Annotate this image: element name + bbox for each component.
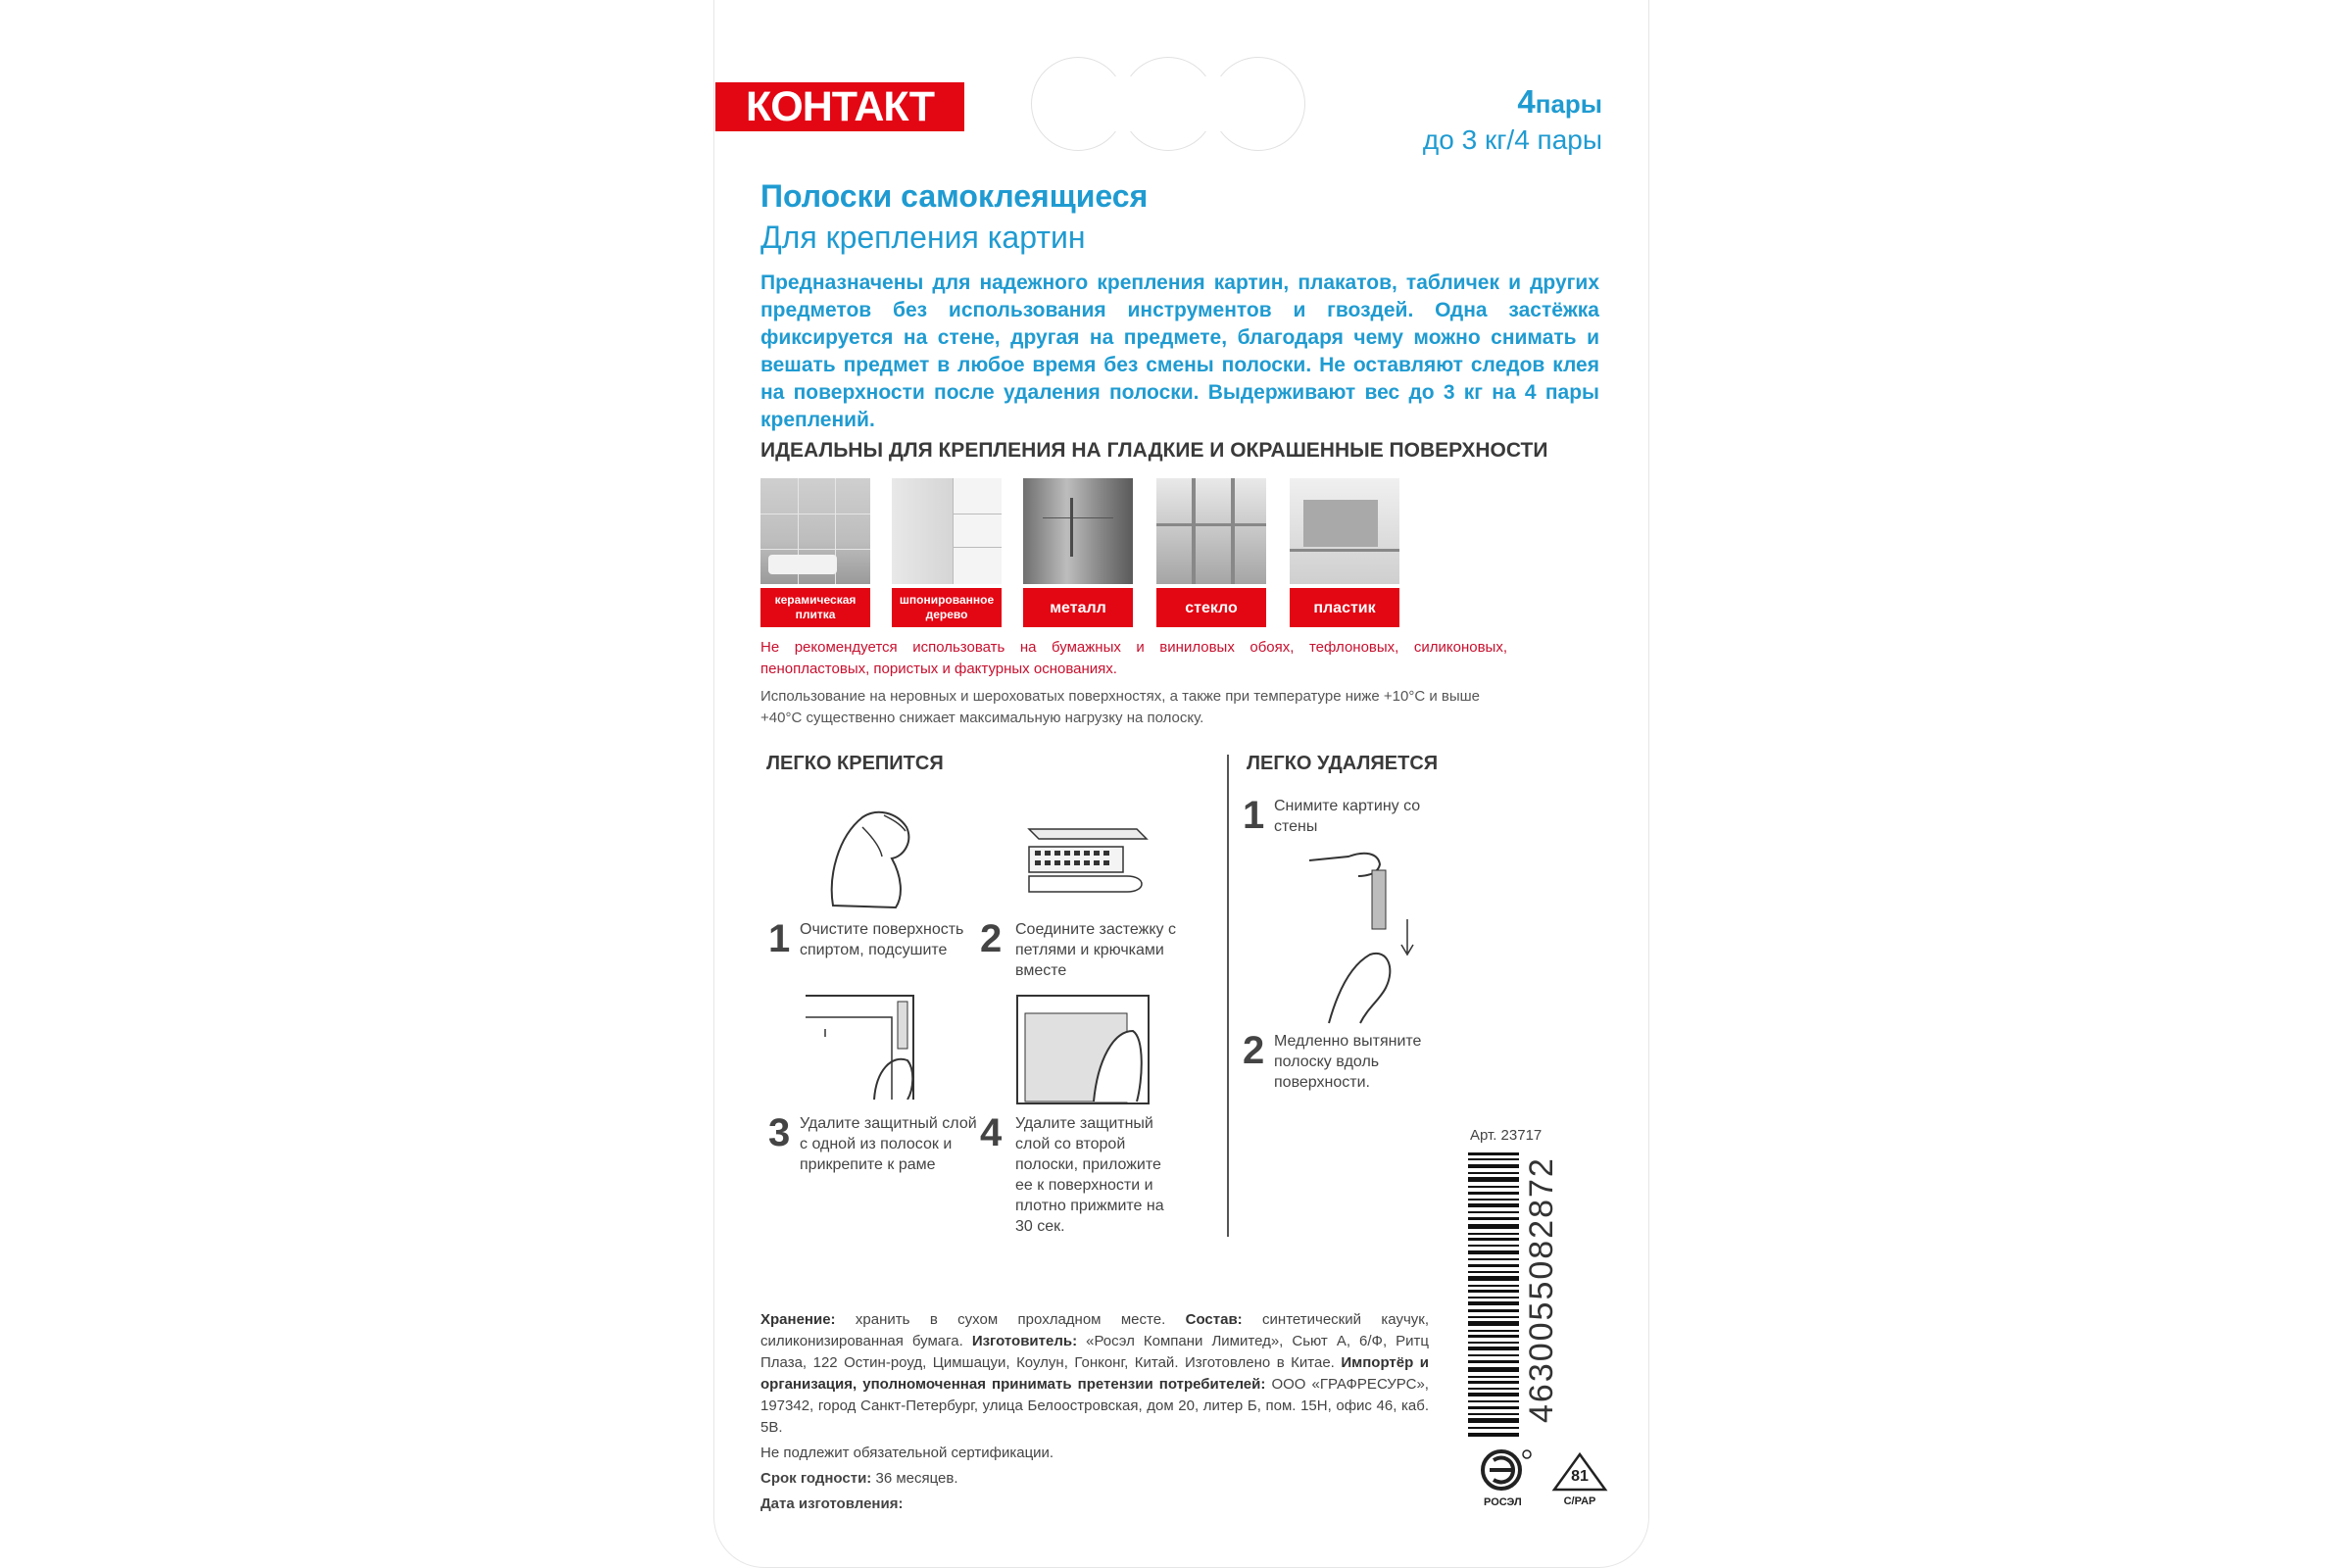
recycling-mark bbox=[1550, 1450, 1609, 1509]
hanger-bridge bbox=[1078, 76, 1258, 131]
surface-ceramic bbox=[760, 478, 870, 627]
certification-note: Не подлежит обязательной сертификации. bbox=[760, 1445, 1054, 1461]
brand-logo: КОНТАКТ bbox=[715, 82, 964, 131]
maker-label: Изготовитель: bbox=[971, 1333, 1078, 1349]
shelf-life bbox=[760, 1468, 958, 1490]
product-subtitle: Для крепления картин bbox=[760, 220, 1086, 255]
attach-step-3-number: 3 bbox=[768, 1111, 791, 1154]
product-description: Предназначены для надежного крепления картин, плакатов, табличек и других предметов без использования инструментов и гвоздей. Одна застёжка фиксируется на стене, другая на предмете, благодаря чему можно снимать и вешать предмет в любое время без смены полоски. Не оставляют следов клея на поверхности после удаления полоски. Выдерживают вес до 3 кг на 4 пары креплений. bbox=[760, 271, 1599, 431]
shelf-value: 36 месяцев. bbox=[871, 1470, 958, 1487]
surface-label: металл bbox=[1023, 588, 1133, 627]
remove-step-2-text: Медленно вытяните полоску вдоль поверхности. bbox=[1274, 1033, 1422, 1091]
barcode bbox=[1468, 1152, 1519, 1439]
pack-info bbox=[1423, 82, 1602, 157]
importer-label: Импортёр и организация, уполномоченная принимать претензии потребителей: bbox=[760, 1354, 1429, 1393]
remove-step-2-number: 2 bbox=[1243, 1029, 1265, 1072]
manufacture-date bbox=[760, 1494, 903, 1515]
divider bbox=[1227, 755, 1229, 1237]
metal-photo bbox=[1023, 478, 1133, 584]
surface-metal bbox=[1023, 478, 1133, 627]
attach-step-1-number: 1 bbox=[768, 917, 791, 960]
veneer-photo bbox=[892, 478, 1002, 584]
composition-text: синтетический каучук, силиконизированная бумага. bbox=[760, 1311, 1429, 1349]
barcode-digits: 4630055082872 bbox=[1523, 1156, 1560, 1423]
composition-label: Состав: bbox=[1185, 1311, 1243, 1328]
attach-step-1-text: Очистите поверхность спиртом, подсушите bbox=[800, 921, 964, 958]
glass-photo bbox=[1156, 478, 1266, 584]
article-number: Арт. 23717 bbox=[1470, 1127, 1543, 1144]
surface-label: шпонированное дерево bbox=[892, 588, 1002, 627]
surface-glass bbox=[1156, 478, 1266, 627]
wipe-hand-illustration bbox=[823, 798, 921, 915]
surface-veneer bbox=[892, 478, 1002, 627]
recycle-number: 81 bbox=[1571, 1468, 1589, 1485]
remove-step-1-number: 1 bbox=[1243, 794, 1265, 837]
surface-label: пластик bbox=[1290, 588, 1399, 627]
attach-step-3-text: Удалите защитный слой с одной из полосок и прикрепите к раме bbox=[800, 1115, 977, 1173]
ceramic-photo bbox=[760, 478, 870, 584]
storage-text: хранить в сухом прохладном месте. bbox=[835, 1311, 1186, 1328]
surface-label: керамическая плитка bbox=[760, 588, 870, 627]
manufacturer-info bbox=[760, 1309, 1429, 1439]
shelf-label: Срок годности: bbox=[760, 1470, 872, 1487]
plastic-photo bbox=[1290, 478, 1399, 584]
remove-heading: ЛЕГКО УДАЛЯЕТСЯ bbox=[1247, 753, 1439, 774]
surface-label: стекло bbox=[1156, 588, 1266, 627]
pairs-unit: пары bbox=[1535, 89, 1602, 119]
maker-text: «Росэл Компани Лимитед», Сьют А, 6/Ф, Ритц Плаза, 122 Остин-роуд, Цимшацуи, Коулун, Гонконг, Китай. Изготовлено в Китае. bbox=[760, 1333, 1429, 1371]
press-strip-illustration bbox=[1015, 992, 1152, 1107]
surfaces-heading: ИДЕАЛЬНЫ ДЛЯ КРЕПЛЕНИЯ НА ГЛАДКИЕ И ОКРАШЕННЫЕ ПОВЕРХНОСТИ bbox=[760, 439, 1548, 462]
rosel-icon bbox=[1480, 1448, 1535, 1492]
remove-step-1-text: Снимите картину со стены bbox=[1274, 798, 1421, 835]
frame-strip-illustration bbox=[806, 992, 933, 1100]
pairs-count bbox=[1423, 82, 1602, 123]
load-capacity: до 3 кг/4 пары bbox=[1422, 124, 1602, 155]
attach-step-4-text: Удалите защитный слой со второй полоски, приложите ее к поверхности и плотно прижмите на 30 сек. bbox=[1015, 1115, 1164, 1235]
product-title: Полоски самоклеящиеся bbox=[760, 178, 1149, 214]
surface-plastic bbox=[1290, 478, 1399, 627]
pairs-number: 4 bbox=[1517, 83, 1536, 120]
rosel-label: РОСЭЛ bbox=[1484, 1496, 1522, 1508]
pull-strip-illustration bbox=[1309, 841, 1427, 1027]
usage-note: Использование на неровных и шероховатых поверхностях, а также при температуре ниже +10°C и выше +40°C существенно снижает максимальную нагрузку на полоску. bbox=[760, 688, 1481, 726]
recycle-code: C/PAP bbox=[1563, 1495, 1596, 1507]
attach-step-2-text: Соедините застежку с петлями и крючками вместе bbox=[1015, 921, 1176, 979]
rosel-mark bbox=[1480, 1448, 1535, 1507]
attach-step-4-number: 4 bbox=[980, 1111, 1003, 1154]
importer-text: ООО «ГРАФРЕСУРС», 197342, город Санкт-Петербург, улица Белоостровская, дом 20, литер Б, пом. 15Н, офис 46, каб. 5В. bbox=[760, 1376, 1429, 1436]
attach-heading: ЛЕГКО КРЕПИТСЯ bbox=[766, 753, 944, 774]
clasp-illustration bbox=[1019, 819, 1156, 898]
storage-label: Хранение: bbox=[760, 1311, 836, 1328]
manufacture-date-label: Дата изготовления: bbox=[760, 1495, 904, 1512]
attach-step-2-number: 2 bbox=[980, 917, 1003, 960]
warning-text: Не рекомендуется использовать на бумажных и виниловых обоях, тефлоновых, силиконовых, пенопластовых, пористых и фактурных основаниях. bbox=[760, 639, 1507, 677]
